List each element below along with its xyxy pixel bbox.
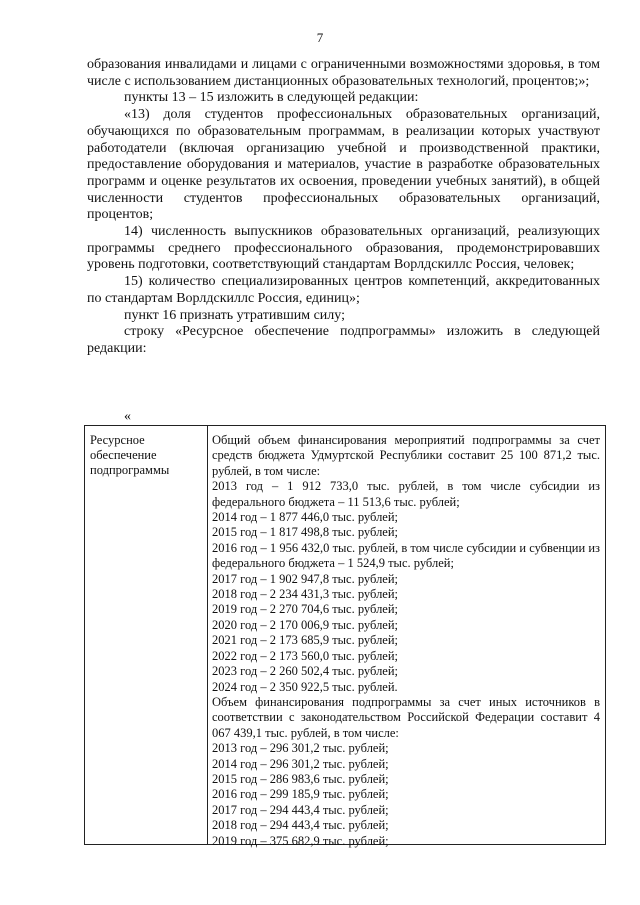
- table-line: Объем финансирования подпрограммы за счет иных источников в соответствии с законодательством Российской Федерации составит 4 067 439,1 тыс. рублей, в том числе:: [212, 694, 600, 740]
- paragraph-continuation: образования инвалидами и лицами с ограниченными возможностями здоровья, в том числе с использованием дистанционных образовательных технологий, процентов;»;: [87, 57, 600, 89]
- resource-table: [84, 425, 606, 848]
- table-line: 2017 год – 1 902 947,8 тыс. рублей;: [212, 571, 399, 586]
- table-line: 2018 год – 294 443,4 тыс. рублей;: [212, 818, 389, 833]
- table-line: 2015 год – 1 817 498,8 тыс. рублей;: [212, 525, 399, 540]
- table-line: Общий объем финансирования мероприятий подпрограммы за счет средств бюджета Удмуртской Республики составит 25 100 871,2 тыс. рублей, в том числе:: [212, 433, 600, 478]
- paragraph-resource-row: строку «Ресурсное обеспечение подпрограммы» изложить в следующей редакции:: [87, 324, 600, 356]
- table-line: 2013 год – 296 301,2 тыс. рублей;: [212, 741, 389, 756]
- table-line: 2021 год – 2 173 685,9 тыс. рублей;: [212, 633, 399, 648]
- document-body: [87, 57, 600, 358]
- table-row-content: [208, 426, 605, 848]
- paragraph-point-15: 15) количество специализированных центров компетенций, аккредитованных по стандартам Ворлдскиллс Россия, единиц»;: [87, 274, 600, 306]
- table-line: 2024 год – 2 350 922,5 тыс. рублей.: [212, 679, 398, 694]
- table-line: 2013 год – 1 912 733,0 тыс. рублей, в том числе субсидии из федерального бюджета – 11 513,6 тыс. рублей;: [212, 479, 600, 509]
- paragraph-point-14: 14) численность выпускников образовательных организаций, реализующих программы среднего профессионального образования, продемонстрировавших уровень подготовки, соответствующий стандартам Ворлдскиллс Россия, человек;: [87, 224, 600, 273]
- table-line: 2019 год – 375 682,9 тыс. рублей;: [212, 833, 389, 848]
- paragraph-points-13-15: пункты 13 – 15 изложить в следующей редакции:: [124, 90, 419, 106]
- page-number: 7: [316, 30, 324, 45]
- table-line: 2017 год – 294 443,4 тыс. рублей;: [212, 802, 389, 817]
- table-line: 2015 год – 286 983,6 тыс. рублей;: [212, 771, 389, 786]
- paragraph-point-16: пункт 16 признать утратившим силу;: [124, 307, 345, 323]
- table-line: 2022 год – 2 173 560,0 тыс. рублей;: [212, 648, 399, 663]
- table-line: 2014 год – 296 301,2 тыс. рублей;: [212, 756, 389, 771]
- table-line: 2016 год – 299 185,9 тыс. рублей;: [212, 787, 389, 802]
- paragraph-point-13: «13) доля студентов профессиональных образовательных организаций, обучающихся по образовательным программам, в реализации которых участвуют работодатели (включая организацию учебной и производственной практики, предоставление оборудования и материалов, участие в разработке образовательных программ и оценке результатов их освоения, проведении учебных занятий), в общей численности студентов профессиональных образовательных организаций, процентов;: [87, 107, 600, 223]
- table-line: 2020 год – 2 170 006,9 тыс. рублей;: [212, 617, 399, 632]
- table-line: 2018 год – 2 234 431,3 тыс. рублей;: [212, 587, 399, 602]
- table-line: 2023 год – 2 260 502,4 тыс. рублей;: [212, 664, 399, 679]
- opening-quote: «: [124, 409, 131, 424]
- table-row-label: Ресурсное обеспечение подпрограммы: [85, 426, 208, 844]
- table-line: 2019 год – 2 270 704,6 тыс. рублей;: [212, 602, 399, 617]
- table-line: 2014 год – 1 877 446,0 тыс. рублей;: [212, 510, 399, 525]
- table-line: 2016 год – 1 956 432,0 тыс. рублей, в том числе субсидии и субвенции из федерального бюджета – 1 524,9 тыс. рублей;: [212, 540, 600, 571]
